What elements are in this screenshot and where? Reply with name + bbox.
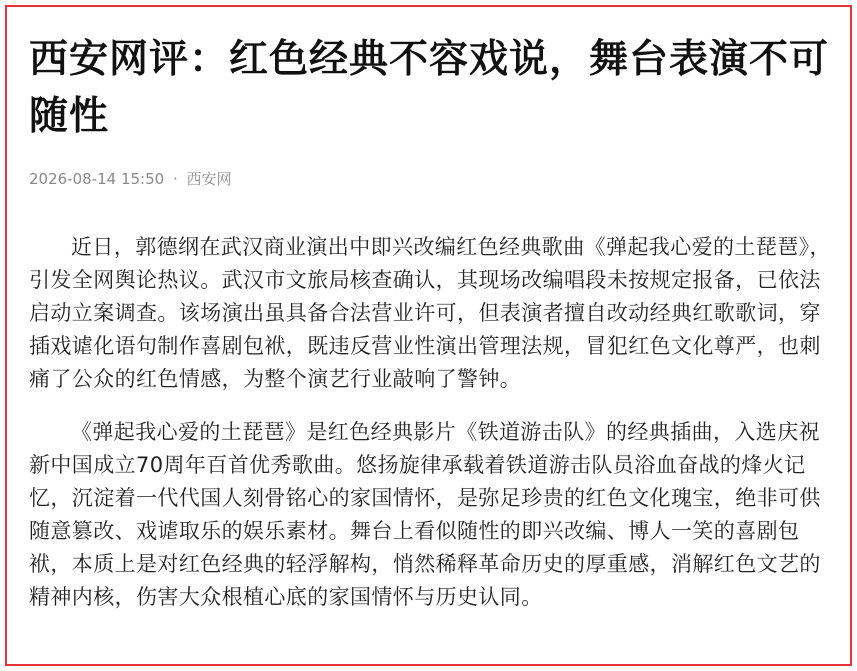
article-frame <box>5 5 852 666</box>
article-paragraph: 近日，郭德纲在武汉商业演出中即兴改编红色经典歌曲《弹起我心爱的土琵琶》，引发全网舆论热议。武汉市文旅局核查确认，其现场改编唱段未按规定报备，已依法启动立案调查。该场演出虽具备合法营业许可，但表演者擅自改动经典红歌歌词，穿插戏谑化语句制作喜剧包袱，既违反营业性演出管理法规，冒犯红色文化尊严，也刺痛了公众的红色情感，为整个演艺行业敲响了警钟。 <box>29 235 831 391</box>
article-meta <box>29 169 841 189</box>
article <box>29 31 841 614</box>
meta-separator: · <box>172 170 178 188</box>
article-paragraph: 《弹起我心爱的土琵琶》是红色经典影片《铁道游击队》的经典插曲，入选庆祝新中国成立70周年百首优秀歌曲。悠扬旋律承载着铁道游击队员浴血奋战的烽火记忆，沉淀着一代代国人刻骨铭心的家国情怀，是弥足珍贵的红色文化瑰宝，绝非可供随意篡改、戏谑取乐的娱乐素材。舞台上看似随性的即兴改编、博人一笑的喜剧包袱，本质上是对红色经典的轻浮解构，悄然稀释革命历史的厚重感，消解红色文艺的精神内核，伤害大众根植心底的家国情怀与历史认同。 <box>29 420 821 609</box>
publish-datetime: 2026-08-14 15:50 <box>29 170 165 188</box>
article-title: 西安网评：红色经典不容戏说，舞台表演不可随性 <box>29 37 830 139</box>
article-source: 西安网 <box>186 170 232 188</box>
